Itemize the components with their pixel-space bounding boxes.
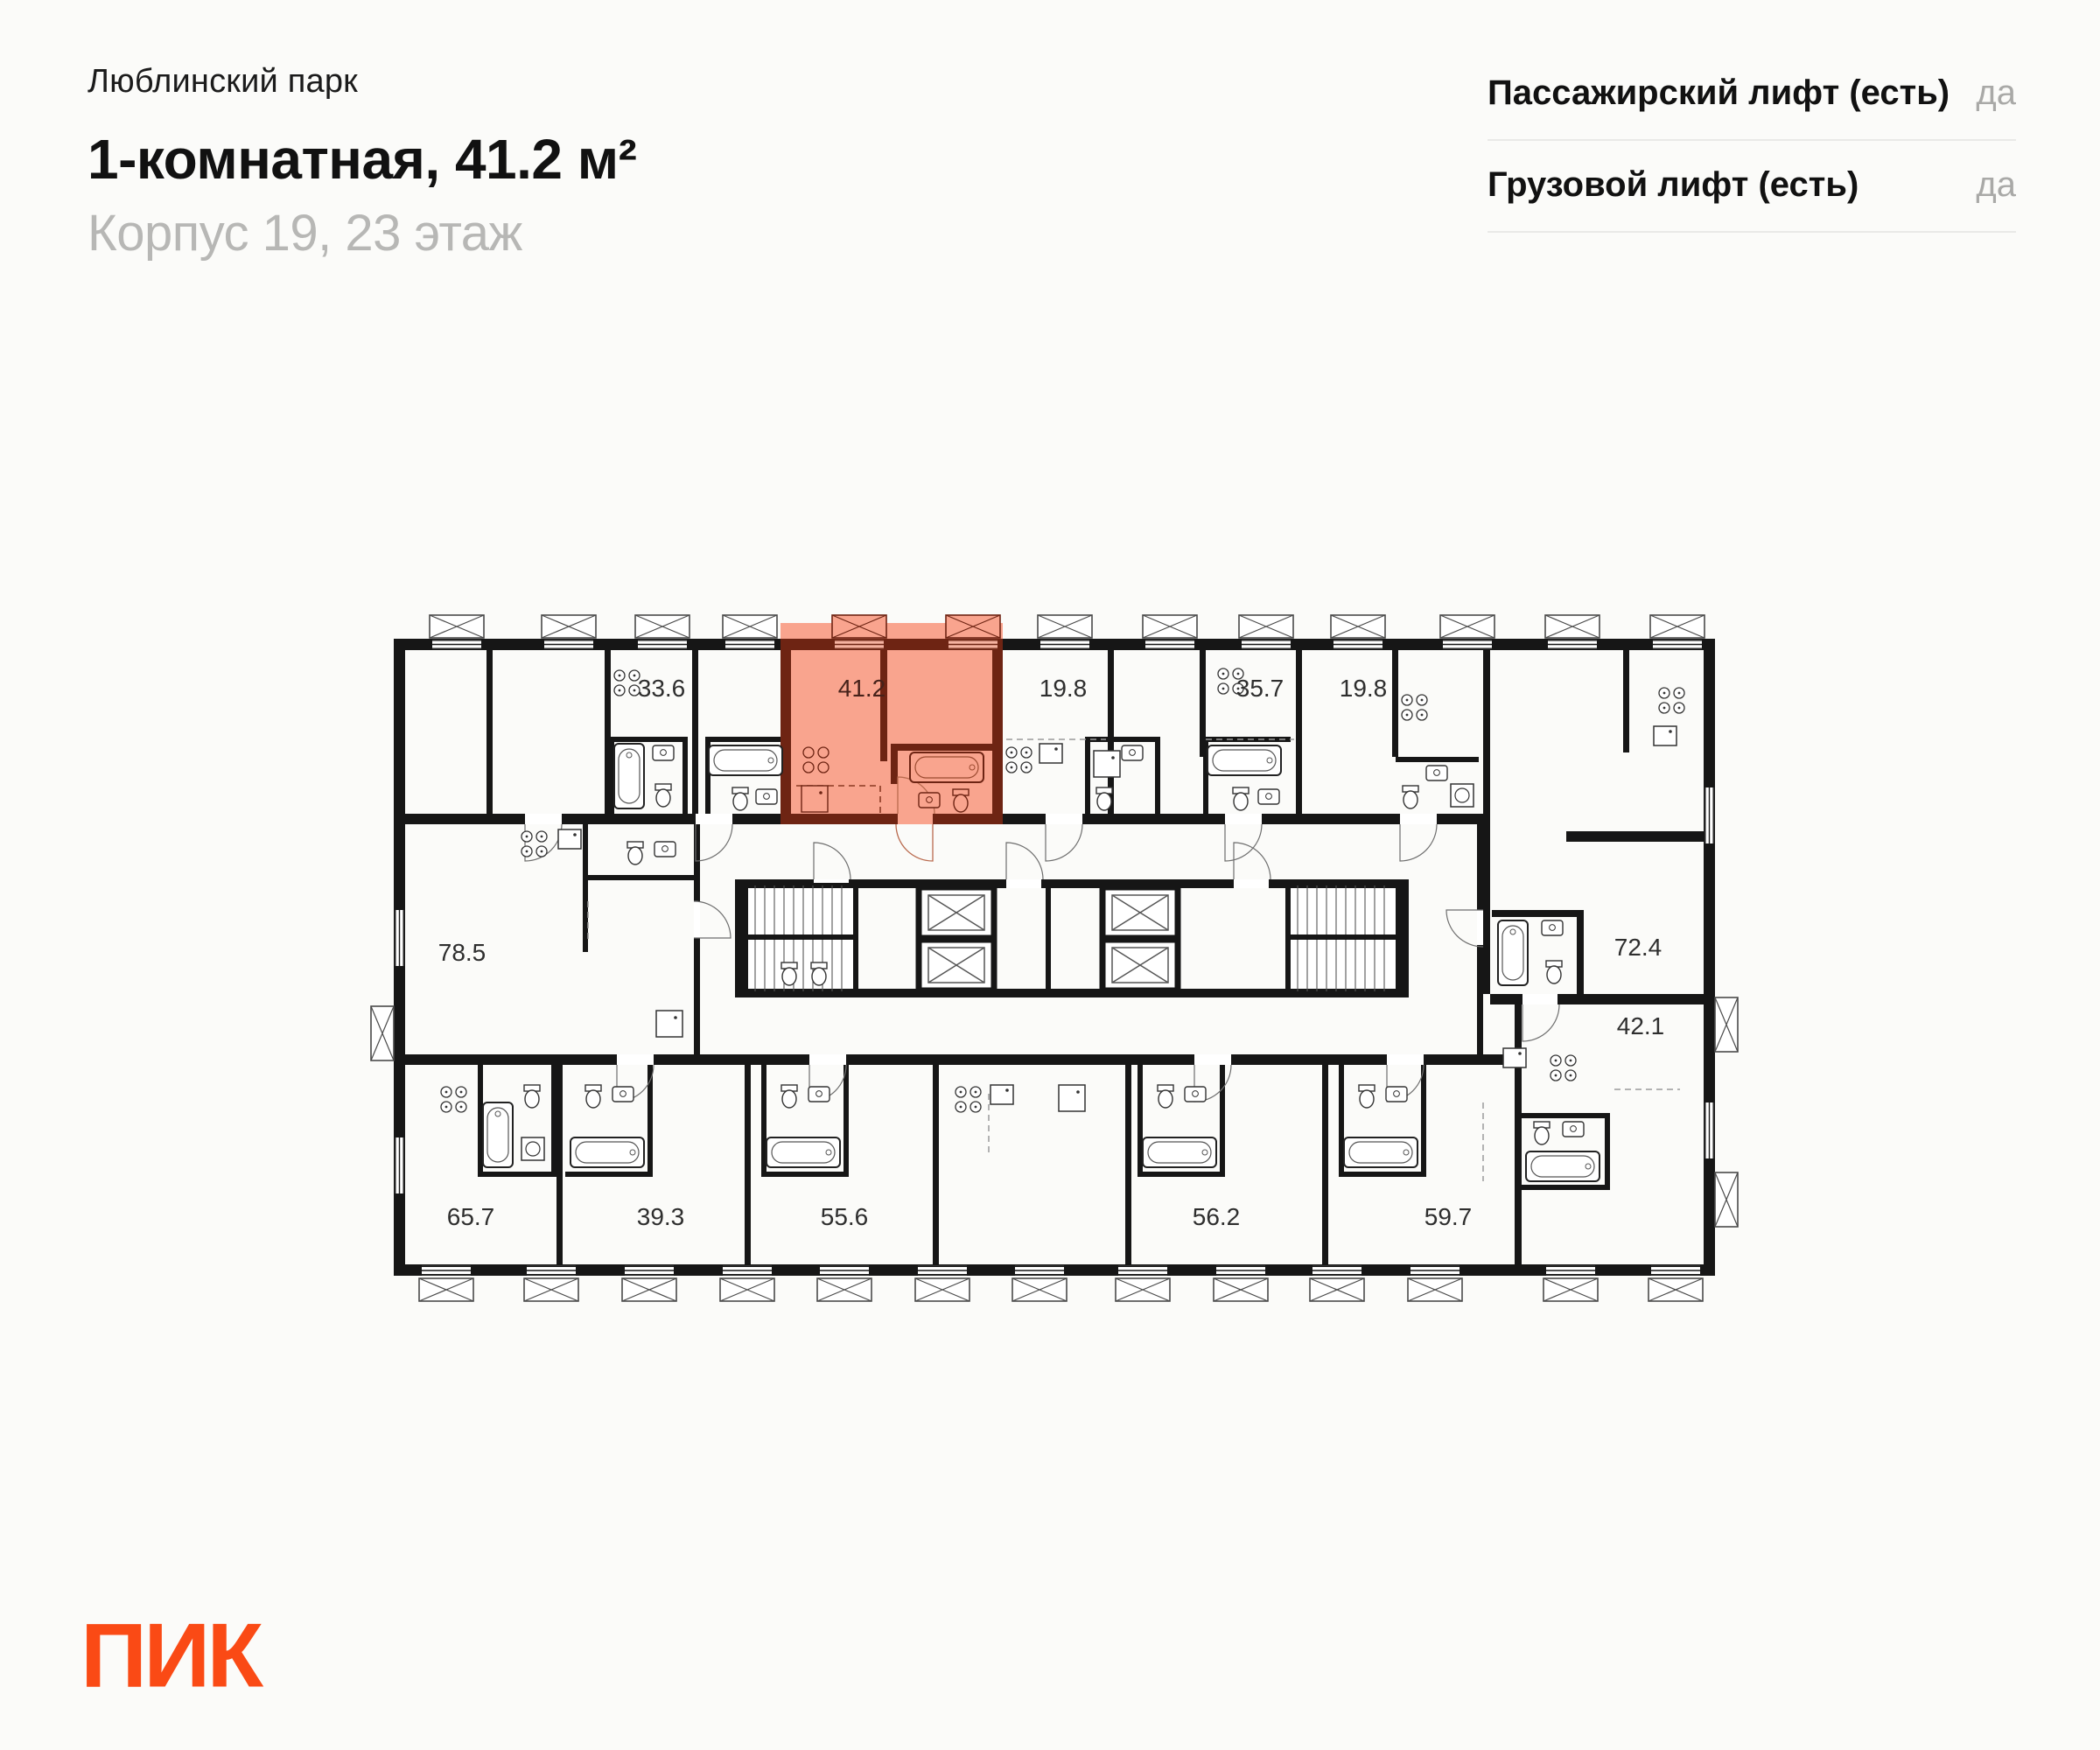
wardrobe-icon <box>1059 1085 1085 1111</box>
toilet-icon <box>1359 1085 1375 1108</box>
passenger-lift-label: Пассажирский лифт (есть) <box>1488 74 1950 112</box>
bathtub-icon <box>1498 920 1528 985</box>
balcony-icon <box>1545 615 1600 638</box>
cargo-lift-row <box>1488 165 2016 233</box>
unit-area-label: 59.7 <box>1424 1203 1473 1230</box>
balcony-icon <box>1715 998 1738 1052</box>
stairs-icon <box>1288 886 1398 991</box>
elevator-icon <box>1102 887 1178 938</box>
balcony-icon <box>832 615 886 638</box>
sink-icon <box>1122 746 1143 760</box>
shower-icon <box>1094 751 1120 777</box>
page-subtitle: Корпус 19, 23 этаж <box>88 205 522 262</box>
balcony-icon <box>1116 1278 1170 1301</box>
unit-area-label: 56.2 <box>1192 1203 1241 1230</box>
toilet-icon <box>732 788 748 810</box>
balcony-icon <box>524 1278 578 1301</box>
unit-area-label: 33.6 <box>637 675 686 702</box>
balconies <box>371 615 1738 1301</box>
balcony-icon <box>1544 1278 1598 1301</box>
balcony-icon <box>1310 1278 1364 1301</box>
unit-area-label: 65.7 <box>446 1203 495 1230</box>
bathtub-icon <box>766 1138 840 1167</box>
unit-area-label: 78.5 <box>438 939 486 966</box>
balcony-icon <box>430 615 484 638</box>
bathtub-icon <box>709 746 782 775</box>
balcony-icon <box>622 1278 676 1301</box>
bathtub-icon <box>1208 746 1281 775</box>
bathtub-icon <box>483 1102 513 1167</box>
passenger-lift-value: да <box>1976 74 2016 112</box>
balcony-icon <box>1408 1278 1462 1301</box>
stairs-icon <box>746 886 856 991</box>
toilet-icon <box>1233 788 1249 810</box>
lift-info <box>1488 74 2016 257</box>
kitchen-sink-icon <box>1654 726 1676 746</box>
balcony-icon <box>1239 615 1293 638</box>
sink-icon <box>1258 789 1279 804</box>
unit-area-label-highlighted: 41.2 <box>837 675 886 702</box>
floor-plan <box>363 612 1741 1304</box>
page-title: 1-комнатная, 41.2 м² <box>88 128 637 191</box>
wardrobe-icon <box>656 1011 682 1037</box>
toilet-icon <box>1403 786 1418 808</box>
highlight-entry-opening <box>898 814 933 824</box>
balcony-icon <box>1648 1278 1703 1301</box>
stove-icon <box>441 1087 466 1112</box>
balcony-icon <box>1012 1278 1067 1301</box>
balcony-icon <box>1038 615 1092 638</box>
unit-area-label: 35.7 <box>1236 675 1284 702</box>
project-name: Люблинский парк <box>88 63 358 100</box>
elevator-icon <box>919 940 994 990</box>
stove-icon <box>956 1087 981 1112</box>
sink-icon <box>612 1087 634 1102</box>
balcony-icon <box>1143 615 1197 638</box>
bathtub-icon <box>1143 1138 1216 1167</box>
sink-icon <box>756 789 777 804</box>
balcony-icon <box>419 1278 473 1301</box>
passenger-lift-row <box>1488 74 2016 141</box>
kitchen-sink-icon <box>1040 744 1062 763</box>
sink-icon <box>1185 1087 1206 1102</box>
balcony-icon <box>542 615 596 638</box>
sink-icon <box>1542 920 1563 935</box>
balcony-icon <box>1650 615 1704 638</box>
kitchen-sink-icon <box>558 830 581 849</box>
stove-icon <box>1550 1055 1576 1081</box>
balcony-icon <box>371 1006 394 1060</box>
balcony-icon <box>1440 615 1494 638</box>
balcony-icon <box>720 1278 774 1301</box>
sink-icon <box>1426 766 1447 780</box>
sink-icon <box>653 746 674 760</box>
toilet-icon <box>655 784 671 807</box>
toilet-icon <box>1158 1085 1173 1108</box>
sink-icon <box>654 842 676 857</box>
wardrobe-icon <box>802 786 828 812</box>
balcony-icon <box>1331 615 1385 638</box>
sink-icon <box>1386 1087 1407 1102</box>
bathtub-icon <box>1344 1138 1418 1167</box>
elevator-icon <box>1102 940 1178 990</box>
cargo-lift-label: Грузовой лифт (есть) <box>1488 165 1859 204</box>
balcony-icon <box>1214 1278 1268 1301</box>
balcony-icon <box>946 615 1000 638</box>
toilet-icon <box>781 1085 797 1108</box>
stove-icon <box>1006 747 1032 773</box>
bathtub-icon <box>614 744 644 808</box>
stove-icon <box>1402 695 1427 720</box>
kitchen-icons <box>441 668 1684 1112</box>
unit-area-label: 19.8 <box>1339 675 1388 702</box>
bathtub-icon <box>1526 1152 1600 1181</box>
bathtub-icon <box>570 1138 644 1167</box>
highlight-entry-door-arc <box>896 824 933 861</box>
balcony-icon <box>635 615 690 638</box>
unit-area-label: 55.6 <box>820 1203 869 1230</box>
unit-area-label: 19.8 <box>1039 675 1088 702</box>
toilet-icon <box>1546 961 1562 984</box>
balcony-icon <box>817 1278 872 1301</box>
balcony-icon <box>1715 1172 1738 1227</box>
washer-icon <box>1451 784 1474 807</box>
kitchen-sink-icon <box>990 1085 1013 1104</box>
kitchen-sink-icon <box>1503 1048 1526 1068</box>
stove-icon <box>614 670 640 696</box>
bathtub-icon <box>910 752 984 782</box>
toilet-icon <box>953 789 969 812</box>
toilet-icon <box>1534 1122 1550 1144</box>
sink-icon <box>808 1087 830 1102</box>
unit-area-label: 72.4 <box>1614 934 1662 961</box>
washer-icon <box>522 1138 544 1160</box>
elevator-icon <box>919 887 994 938</box>
balcony-icon <box>723 615 777 638</box>
unit-area-label: 39.3 <box>636 1203 685 1230</box>
toilet-icon <box>585 1085 601 1108</box>
pik-logo[interactable]: ПИК <box>80 1605 261 1706</box>
sink-icon <box>919 793 940 808</box>
toilet-icon <box>627 842 643 864</box>
sink-icon <box>1563 1122 1584 1137</box>
toilet-icon <box>524 1085 540 1108</box>
toilet-icon <box>1096 788 1112 810</box>
unit-area-label: 42.1 <box>1616 1012 1665 1040</box>
cargo-lift-value: да <box>1976 165 2016 204</box>
page-header <box>88 63 636 262</box>
stove-icon <box>1659 688 1684 713</box>
balcony-icon <box>915 1278 970 1301</box>
